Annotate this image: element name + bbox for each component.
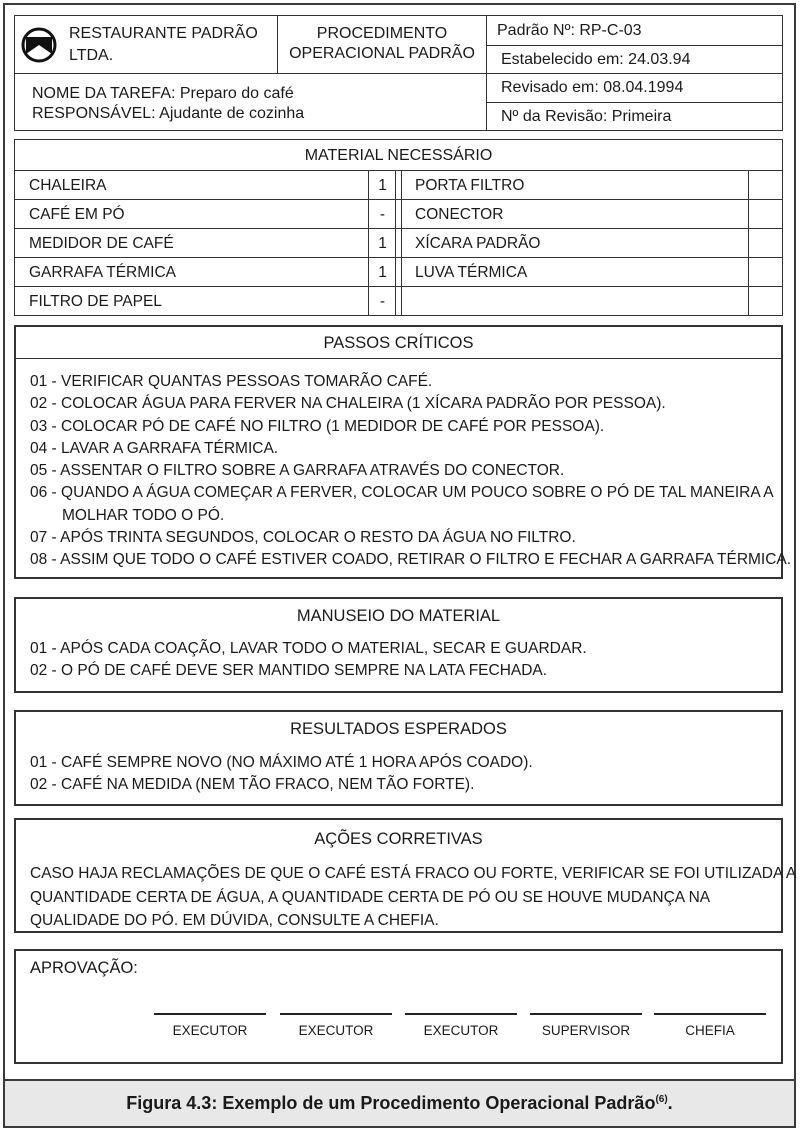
material-item: CHALEIRA xyxy=(29,177,107,194)
list-item: 04 - LAVAR A GARRAFA TÉRMICA. xyxy=(30,439,279,457)
revision-number-text: Nº da Revisão: Primeira xyxy=(501,107,672,125)
corrective-actions-text xyxy=(30,862,796,933)
list-item: 05 - ASSENTAR O FILTRO SOBRE A GARRAFA ATRAVÉS DO CONECTOR. xyxy=(30,462,565,480)
signature-line xyxy=(154,1013,266,1015)
signature-supervisor[interactable] xyxy=(530,1013,642,1038)
signature-line xyxy=(654,1013,766,1015)
standard-number-text: Padrão Nº: RP-C-03 xyxy=(497,21,642,39)
corrective-actions-title: AÇÕES CORRETIVAS xyxy=(314,830,483,848)
material-item: PORTA FILTRO xyxy=(415,177,525,194)
material-qty: - xyxy=(379,293,386,310)
expected-results-title: RESULTADOS ESPERADOS xyxy=(290,720,507,738)
list-item: 02 - COLOCAR ÁGUA PARA FERVER NA CHALEIRA (1 XÍCARA PADRÃO POR PESSOA). xyxy=(30,395,666,413)
header-company-cell xyxy=(14,15,278,74)
signature-label: CHEFIA xyxy=(685,1023,735,1038)
table-row xyxy=(15,171,782,200)
document-type-line-2: OPERACIONAL PADRÃO xyxy=(289,45,475,62)
signature-label: SUPERVISOR xyxy=(541,1023,631,1038)
material-qty: 1 xyxy=(378,177,387,194)
material-qty: - xyxy=(379,206,386,223)
signature-line xyxy=(405,1013,517,1015)
figure-caption-text xyxy=(126,1093,672,1114)
material-handling-section xyxy=(14,597,783,693)
company-name-line-1: RESTAURANTE PADRÃO xyxy=(69,24,258,42)
signature-executor-2[interactable] xyxy=(280,1013,392,1038)
material-item: XÍCARA PADRÃO xyxy=(415,235,541,252)
material-item: LUVA TÉRMICA xyxy=(415,264,528,281)
restaurant-logo-icon xyxy=(21,27,57,63)
signature-label: EXECUTOR xyxy=(298,1023,374,1038)
company-name xyxy=(69,23,258,67)
figure-caption xyxy=(3,1079,796,1128)
document-type-line-1: PROCEDIMENTO xyxy=(316,25,448,42)
approval-title: APROVAÇÃO: xyxy=(30,959,138,977)
signature-label: EXECUTOR xyxy=(423,1023,499,1038)
expected-results-section xyxy=(14,710,783,806)
table-row xyxy=(15,258,782,287)
caption-suffix: . xyxy=(667,1093,673,1113)
signature-executor-1[interactable] xyxy=(154,1013,266,1038)
table-row xyxy=(15,200,782,229)
established-date-text: Estabelecido em: 24.03.94 xyxy=(501,50,691,68)
material-table xyxy=(14,139,783,316)
material-item: GARRAFA TÉRMICA xyxy=(29,264,176,281)
list-item-continuation: MOLHAR TODO O PÓ. xyxy=(62,506,225,524)
list-item: 01 - APÓS CADA COAÇÃO, LAVAR TODO O MATERIAL, SECAR E GUARDAR. xyxy=(30,640,587,657)
list-item: 06 - QUANDO A ÁGUA COMEÇAR A FERVER, COLOCAR UM POUCO SOBRE O PÓ DE TAL MANEIRA A xyxy=(30,484,774,502)
standard-number xyxy=(486,15,783,46)
material-qty: 1 xyxy=(378,235,387,252)
list-item: 02 - CAFÉ NA MEDIDA (NEM TÃO FRACO, NEM TÃO FORTE). xyxy=(30,776,475,794)
material-item: CAFÉ EM PÓ xyxy=(29,206,125,223)
expected-results-list xyxy=(30,752,533,797)
approval-section xyxy=(14,949,783,1064)
critical-steps-list xyxy=(30,371,791,572)
list-item: 07 - APÓS TRINTA SEGUNDOS, COLOCAR O RESTO DA ÁGUA NO FILTRO. xyxy=(30,529,576,547)
revised-date xyxy=(486,73,783,103)
responsible: RESPONSÁVEL: Ajudante de cozinha xyxy=(32,105,305,122)
material-handling-title: MANUSEIO DO MATERIAL xyxy=(296,607,501,625)
list-item: 01 - CAFÉ SEMPRE NOVO (NO MÁXIMO ATÉ 1 HORA APÓS COADO). xyxy=(30,754,533,771)
revised-date-text: Revisado em: 08.04.1994 xyxy=(501,79,684,96)
list-item: 02 - O PÓ DE CAFÉ DEVE SER MANTIDO SEMPRE NA LATA FECHADA. xyxy=(30,662,548,680)
task-name: NOME DA TAREFA: Preparo do café xyxy=(32,85,294,102)
material-title: MATERIAL NECESSÁRIO xyxy=(15,140,782,171)
paragraph-line: CASO HAJA RECLAMAÇÕES DE QUE O CAFÉ ESTÁ FRACO OU FORTE, VERIFICAR SE FOI UTILIZADA A xyxy=(30,865,797,882)
table-row xyxy=(15,229,782,258)
signature-executor-3[interactable] xyxy=(405,1013,517,1038)
revision-number xyxy=(486,102,783,131)
paragraph-line: QUALIDADE DO PÓ. EM DÚVIDA, CONSULTE A CHEFIA. xyxy=(30,912,439,929)
caption-main: Figura 4.3: Exemplo de um Procedimento Operacional Padrão xyxy=(126,1093,656,1113)
critical-steps-title: PASSOS CRÍTICOS xyxy=(16,327,781,359)
company-name-line-2: LTDA. xyxy=(69,46,114,64)
document-type-cell xyxy=(277,15,487,74)
signature-chefia[interactable] xyxy=(654,1013,766,1038)
signature-line xyxy=(280,1013,392,1015)
signature-line xyxy=(530,1013,642,1015)
list-item: 03 - COLOCAR PÓ DE CAFÉ NO FILTRO (1 MEDIDOR DE CAFÉ POR PESSOA). xyxy=(30,417,605,435)
material-item: FILTRO DE PAPEL xyxy=(29,293,162,310)
material-qty: 1 xyxy=(378,264,387,281)
material-handling-list xyxy=(30,638,587,683)
material-item: CONECTOR xyxy=(415,206,504,223)
established-date xyxy=(486,45,783,74)
material-item: MEDIDOR DE CAFÉ xyxy=(29,235,174,252)
caption-reference: (6) xyxy=(655,1094,668,1105)
task-info-cell xyxy=(14,73,487,131)
list-item: 01 - VERIFICAR QUANTAS PESSOAS TOMARÃO CAFÉ. xyxy=(30,373,433,390)
critical-steps-section xyxy=(14,325,792,579)
corrective-actions-section xyxy=(14,818,797,933)
list-item: 08 - ASSIM QUE TODO O CAFÉ ESTIVER COADO, RETIRAR O FILTRO E FECHAR A GARRAFA TÉRMICA. xyxy=(30,551,792,569)
signature-label: EXECUTOR xyxy=(172,1023,248,1038)
paragraph-line: QUANTIDADE CERTA DE ÁGUA, A QUANTIDADE CERTA DE PÓ OU SE HOUVE MUDANÇA NA xyxy=(30,888,711,906)
table-row xyxy=(15,287,782,316)
